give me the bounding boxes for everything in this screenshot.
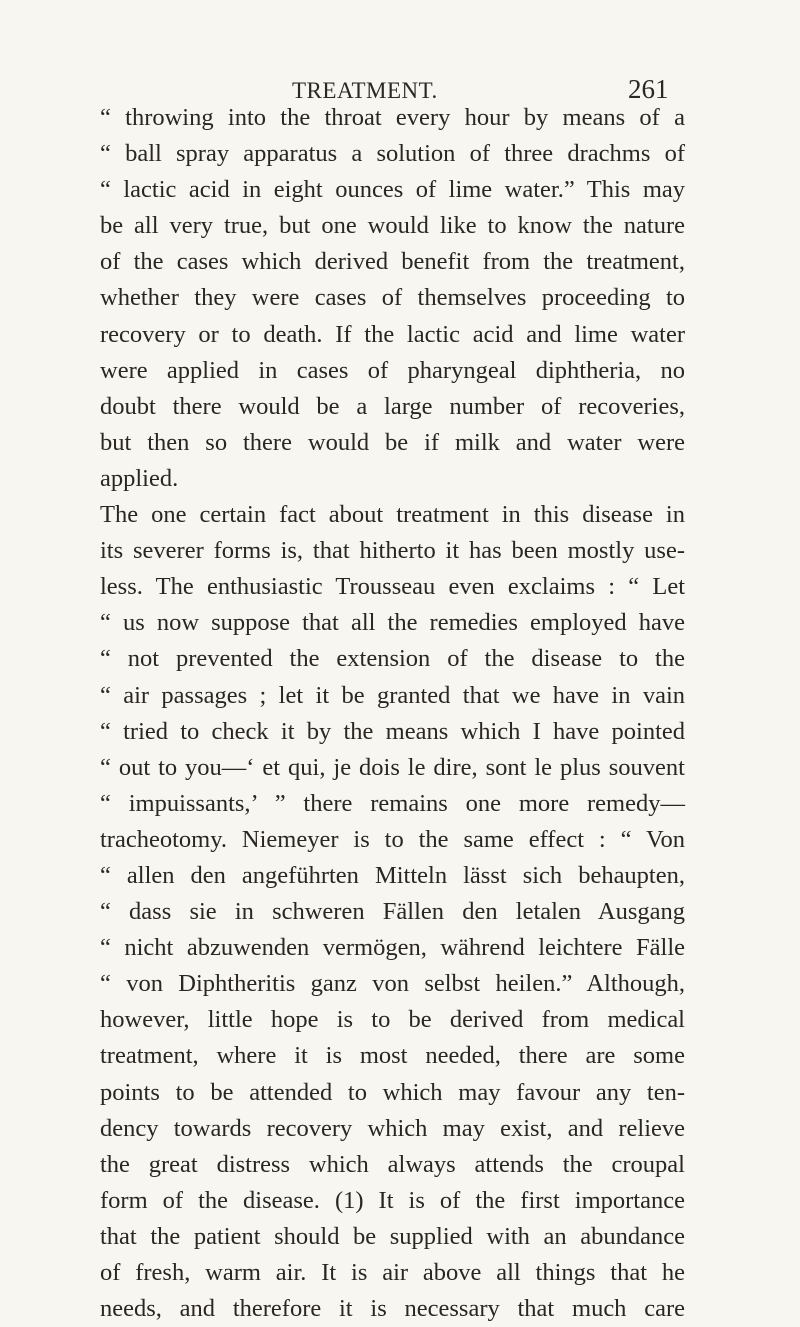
text-line: dency towards recovery which may exist, and relieve (100, 1114, 685, 1142)
body-text (100, 100, 685, 1327)
text-line: “ not prevented the extension of the disease to the (100, 645, 685, 673)
text-line: “ lactic acid in eight ounces of lime water.” This may (100, 176, 685, 204)
text-line: were applied in cases of pharyngeal diphtheria, no (100, 356, 685, 384)
text-line: recovery or to death. If the lactic acid and lime water (100, 320, 685, 348)
text-line: that the patient should be supplied with an abundance (100, 1222, 685, 1250)
text-line: applied. (100, 464, 179, 492)
page-number: 261 (628, 74, 669, 104)
text-line: its severer forms is, that hitherto it has been mostly use- (100, 537, 685, 565)
text-line: however, little hope is to be derived from medical (100, 1006, 685, 1034)
text-line: “ dass sie in schweren Fällen den letalen Ausgang (100, 898, 685, 926)
text-line: whether they were cases of themselves proceeding to (100, 284, 685, 312)
text-line: needs, and therefore it is necessary that much care (100, 1295, 685, 1323)
text-line: “ nicht abzuwenden vermögen, während leichtere Fälle (100, 934, 685, 962)
text-line: “ throwing into the throat every hour by means of a (100, 104, 685, 131)
text-line: less. The enthusiastic Trousseau even exclaims : “ Let (100, 573, 685, 601)
text-line: “ allen den angeführten Mitteln lässt sich behaupten, (100, 861, 685, 889)
text-line: “ air passages ; let it be granted that we have in vain (100, 681, 685, 709)
text-line: “ von Diphtheritis ganz von selbst heilen.” Although, (100, 970, 685, 998)
text-line: of the cases which derived benefit from the treatment, (100, 248, 685, 276)
text-line: the great distress which always attends the croupal (100, 1150, 685, 1178)
text-line: “ ball spray apparatus a solution of three drachms of (100, 140, 685, 168)
text-line: The one certain fact about treatment in this disease in (100, 501, 685, 529)
text-line: “ us now suppose that all the remedies employed have (100, 609, 685, 637)
text-line: “ out to you—‘ et qui, je dois le dire, sont le plus souvent (100, 753, 685, 781)
text-line: but then so there would be if milk and water were (100, 428, 685, 456)
text-line: “ impuissants,’ ” there remains one more remedy— (100, 789, 685, 817)
text-line: of fresh, warm air. It is air above all things that he (100, 1259, 685, 1286)
text-line: tracheotomy. Niemeyer is to the same effect : “ Von (100, 825, 685, 853)
text-line: points to be attended to which may favour any ten- (100, 1078, 685, 1106)
running-title: TREATMENT. (292, 78, 438, 103)
text-line: treatment, where it is most needed, there are some (100, 1042, 685, 1070)
text-line: “ tried to check it by the means which I have pointed (100, 717, 685, 745)
text-line: be all very true, but one would like to know the nature (100, 212, 685, 240)
text-line: doubt there would be a large number of recoveries, (100, 392, 685, 420)
text-line: form of the disease. (1) It is of the first importance (100, 1186, 685, 1214)
